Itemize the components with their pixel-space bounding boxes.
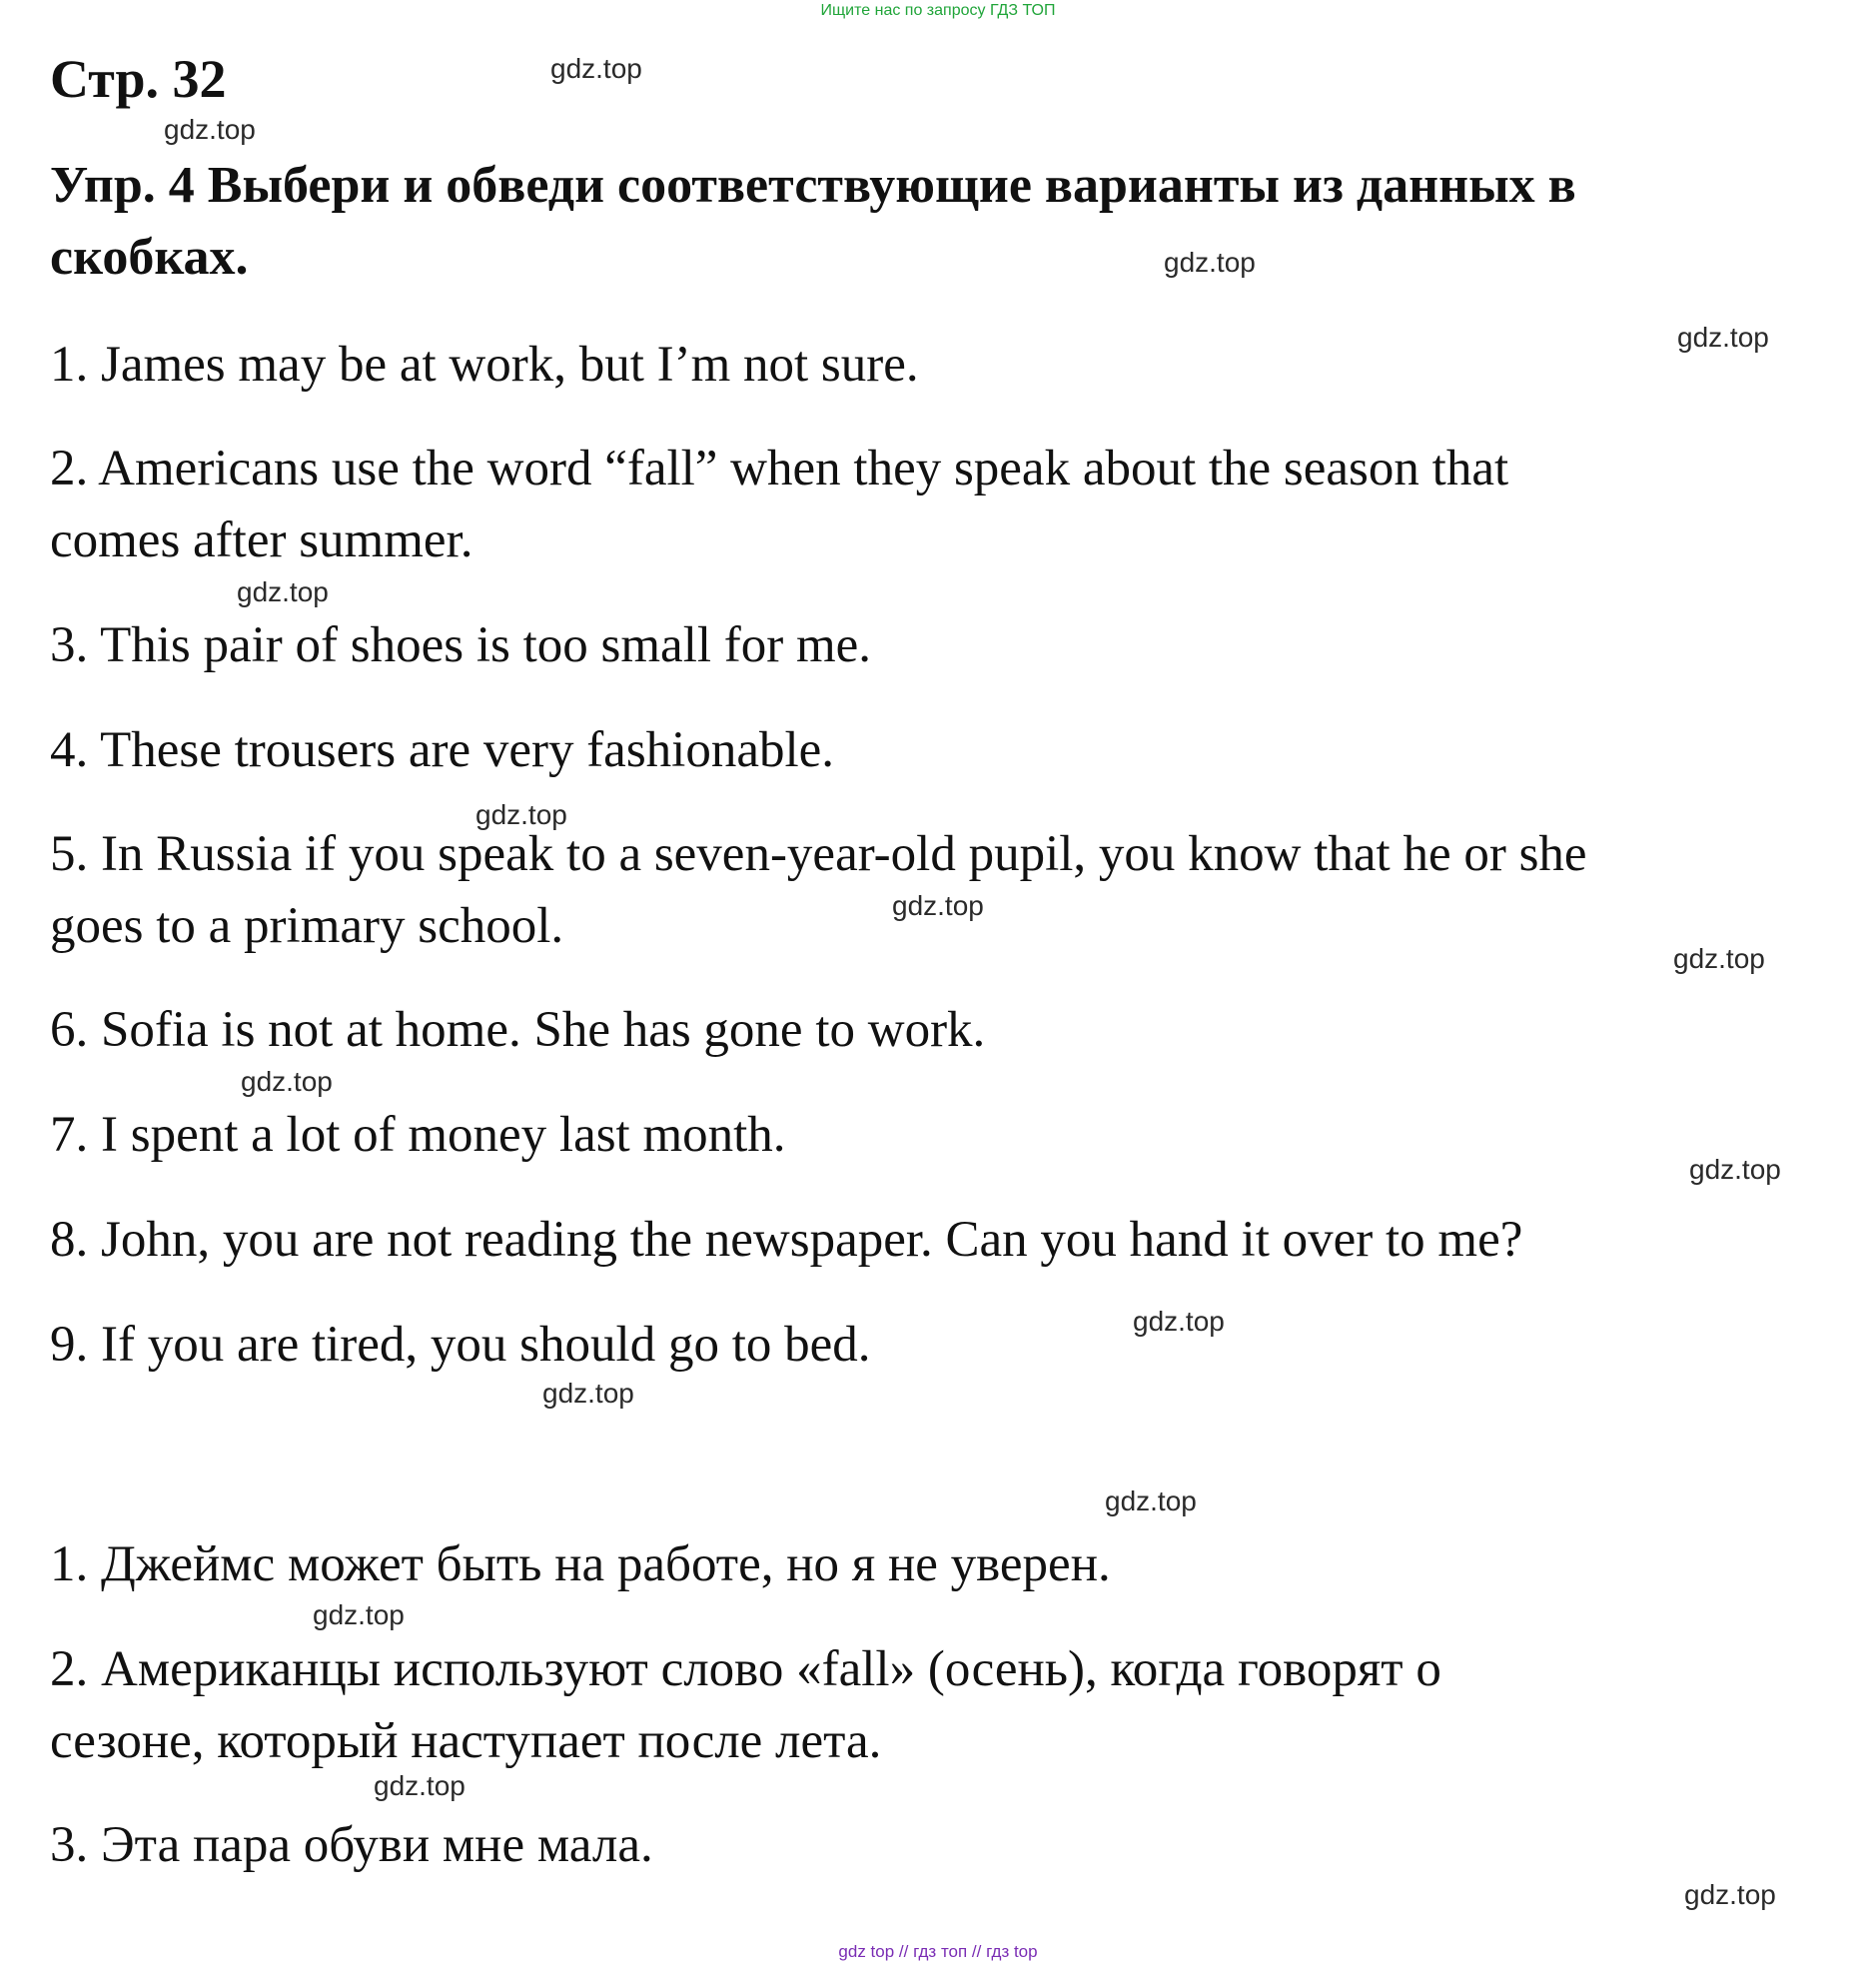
watermark: gdz.top	[1105, 1485, 1197, 1516]
english-sentence-2-line-2: comes after summer.	[50, 512, 473, 568]
exercise-instruction-line-1: Упр. 4 Выбери и обведи соответствующие варианты из данных в	[50, 157, 1576, 214]
watermark: gdz.top	[374, 1770, 466, 1801]
watermark: gdz.top	[164, 114, 256, 145]
watermark: gdz.top	[241, 1066, 333, 1097]
watermark: gdz.top	[237, 576, 329, 607]
watermark: gdz.top	[1164, 247, 1256, 278]
watermark: gdz.top	[1673, 943, 1765, 974]
exercise-instruction	[50, 150, 1828, 294]
english-sentence-7: 7. I spent a lot of money last month.	[50, 1107, 786, 1163]
page-reference: Стр. 32	[50, 49, 227, 109]
russian-sentence-1: 1. Джеймс может быть на работе, но я не уверен.	[50, 1536, 1111, 1592]
english-sentence-4: 4. These trousers are very fashionable.	[50, 722, 835, 778]
watermark: gdz.top	[1133, 1306, 1225, 1337]
english-sentence-2-line-1: 2. Americans use the word “fall” when they speak about the season that	[50, 441, 1509, 496]
english-sentence-6: 6. Sofia is not at home. She has gone to work.	[50, 1002, 986, 1058]
watermark: gdz.top	[475, 799, 567, 830]
exercise-instruction-line-2: скобках.	[50, 229, 249, 286]
english-sentence-5-line-1: 5. In Russia if you speak to a seven-year-old pupil, you know that he or she	[50, 826, 1587, 882]
footer-links: gdz top // гдз топ // гдз top	[838, 1942, 1038, 1961]
english-sentence-5-line-2: goes to a primary school.	[50, 898, 564, 954]
watermark: gdz.top	[892, 890, 984, 921]
watermark: gdz.top	[1689, 1154, 1781, 1185]
watermark: gdz.top	[1677, 322, 1769, 353]
english-sentence-3: 3. This pair of shoes is too small for me.	[50, 617, 872, 673]
russian-sentence-2-line-2: сезоне, который наступает после лета.	[50, 1713, 882, 1769]
top-banner: Ищите нас по запросу ГДЗ ТОП	[820, 2, 1056, 19]
english-sentence-1: 1. James may be at work, but I’m not sure.	[50, 337, 919, 393]
watermark: gdz.top	[550, 53, 642, 84]
watermark: gdz.top	[542, 1378, 634, 1409]
watermark: gdz.top	[313, 1599, 405, 1630]
russian-sentence-2-line-1: 2. Американцы используют слово «fall» (осень), когда говорят о	[50, 1641, 1441, 1697]
russian-sentence-3: 3. Эта пара обуви мне мала.	[50, 1817, 653, 1873]
watermark: gdz.top	[1684, 1879, 1776, 1910]
english-sentence-8: 8. John, you are not reading the newspaper. Can you hand it over to me?	[50, 1212, 1523, 1268]
english-sentence-9: 9. If you are tired, you should go to bed.	[50, 1317, 871, 1373]
